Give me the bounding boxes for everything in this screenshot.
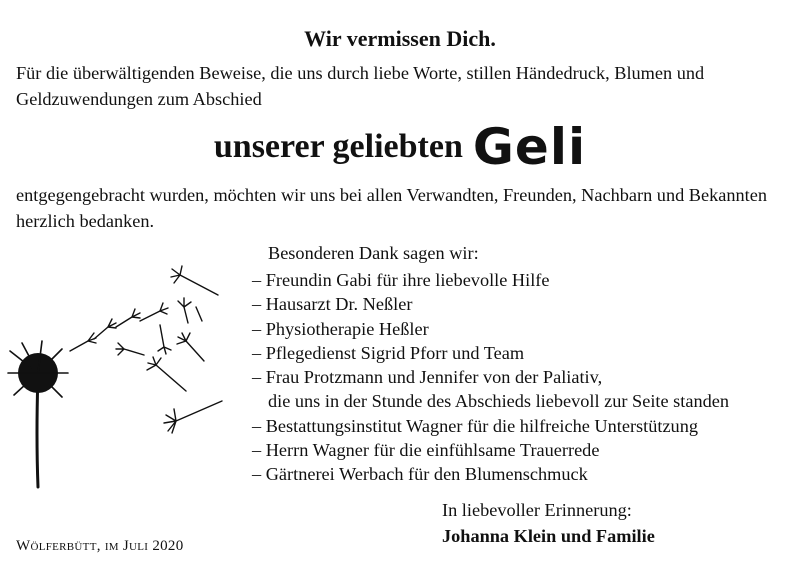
list-item: – Physiotherapie Heßler bbox=[252, 318, 429, 339]
list-item: die uns in der Stunde des Abschieds liebevoll zur Seite standen bbox=[268, 391, 730, 412]
intro-paragraph: Für die überwältigenden Beweise, die uns durch liebe Worte, stillen Händedruck, Blumen und Geldzuwendungen zum Abschied bbox=[16, 63, 705, 109]
closing-block bbox=[442, 497, 655, 549]
outro-paragraph: entgegengebracht wurden, möchten wir uns bei allen Verwandten, Freunden, Nachbarn und Bekannten herzlich bedanken. bbox=[16, 185, 767, 231]
dandelion-icon bbox=[0, 255, 240, 495]
family-signature: Johanna Klein und Familie bbox=[442, 526, 655, 546]
name-line bbox=[0, 118, 800, 176]
place-date: Wölferbütt, im Juli 2020 bbox=[16, 538, 184, 554]
list-item: – Herrn Wagner für die einfühlsame Trauerrede bbox=[252, 440, 600, 461]
closing-text: In liebevoller Erinnerung: bbox=[442, 500, 632, 520]
notice-heading: Wir vermissen Dich. bbox=[304, 26, 496, 51]
list-item: – Hausarzt Dr. Neßler bbox=[252, 294, 413, 315]
list-item: – Gärtnerei Werbach für den Blumenschmuck bbox=[252, 464, 588, 485]
list-item: – Freundin Gabi für ihre liebevolle Hilfe bbox=[252, 270, 550, 290]
thanks-intro: Besonderen Dank sagen wir: bbox=[268, 243, 479, 263]
list-item: – Frau Protzmann und Jennifer von der Paliativ, bbox=[252, 367, 603, 388]
thanks-list bbox=[252, 268, 729, 487]
list-item: – Pflegedienst Sigrid Pforr und Team bbox=[252, 342, 525, 363]
deceased-name: Geli bbox=[472, 118, 587, 176]
name-prefix: unserer geliebten bbox=[213, 128, 463, 165]
list-item: – Bestattungsinstitut Wagner für die hilfreiche Unterstützung bbox=[252, 415, 698, 436]
